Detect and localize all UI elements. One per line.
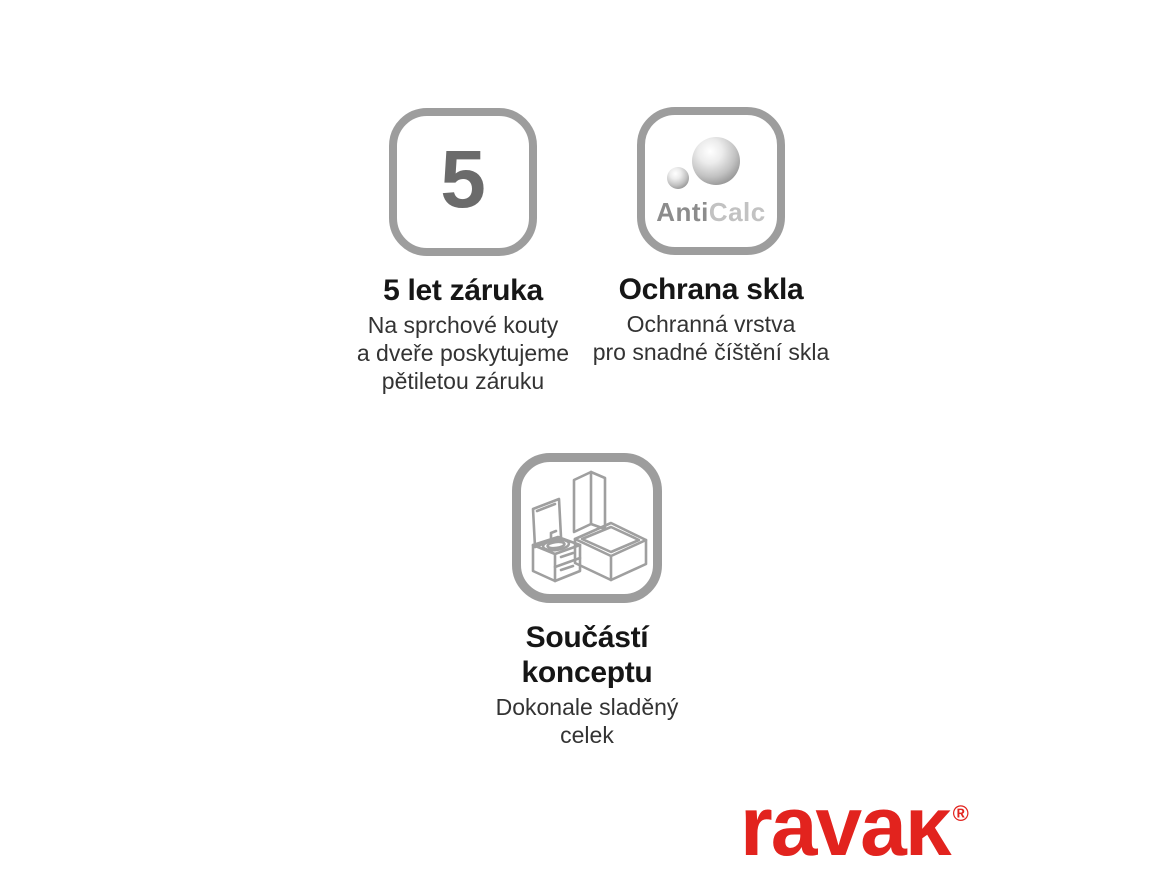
concept-badge [512, 453, 662, 603]
warranty-description [357, 311, 569, 395]
warranty-title: 5 let záruka [383, 274, 543, 307]
warranty-badge [389, 108, 537, 256]
concept-description [496, 693, 679, 749]
bathroom-concept-icon [524, 465, 650, 591]
concept-title [522, 620, 653, 690]
drawer-handle-top [561, 553, 573, 557]
anticalc-badge [637, 107, 785, 255]
warranty-line-2: a dveře poskytujeme [356, 340, 570, 366]
registered-trademark-icon: ® [952, 801, 969, 826]
concept-line-1: Dokonale sladěný [495, 694, 679, 720]
feature-warranty [333, 108, 593, 395]
anticalc-title: Ochrana skla [618, 273, 804, 306]
five-icon: 5 [440, 134, 486, 225]
drawer-handle-bottom [561, 566, 573, 570]
concept-title-line-2: konceptu [521, 656, 653, 689]
anticalc-description [593, 310, 830, 366]
anticalc-bubbles-icon [647, 117, 775, 245]
warranty-line-1: Na sprchové kouty [367, 312, 559, 338]
sink-bowl-inner [547, 541, 565, 549]
ravak-logo-text: ravaĸ [740, 779, 950, 873]
feature-concept [462, 453, 712, 749]
anticalc-line-2: pro snadné číštění skla [592, 339, 830, 365]
anticalc-line-1: Ochranná vrstva [626, 311, 796, 337]
large-bubble-icon [692, 137, 740, 185]
anticalc-label: AntiCalc [656, 197, 766, 227]
feature-anticalc [576, 107, 846, 366]
concept-line-2: celek [560, 722, 614, 748]
shower-screen-panel-left [574, 472, 591, 532]
shower-screen-panel-right [591, 472, 605, 529]
ravak-logo [740, 779, 969, 873]
warranty-line-3: pětiletou záruku [381, 368, 545, 394]
concept-title-line-1: Součástí [525, 621, 649, 654]
small-bubble-icon [667, 167, 689, 189]
